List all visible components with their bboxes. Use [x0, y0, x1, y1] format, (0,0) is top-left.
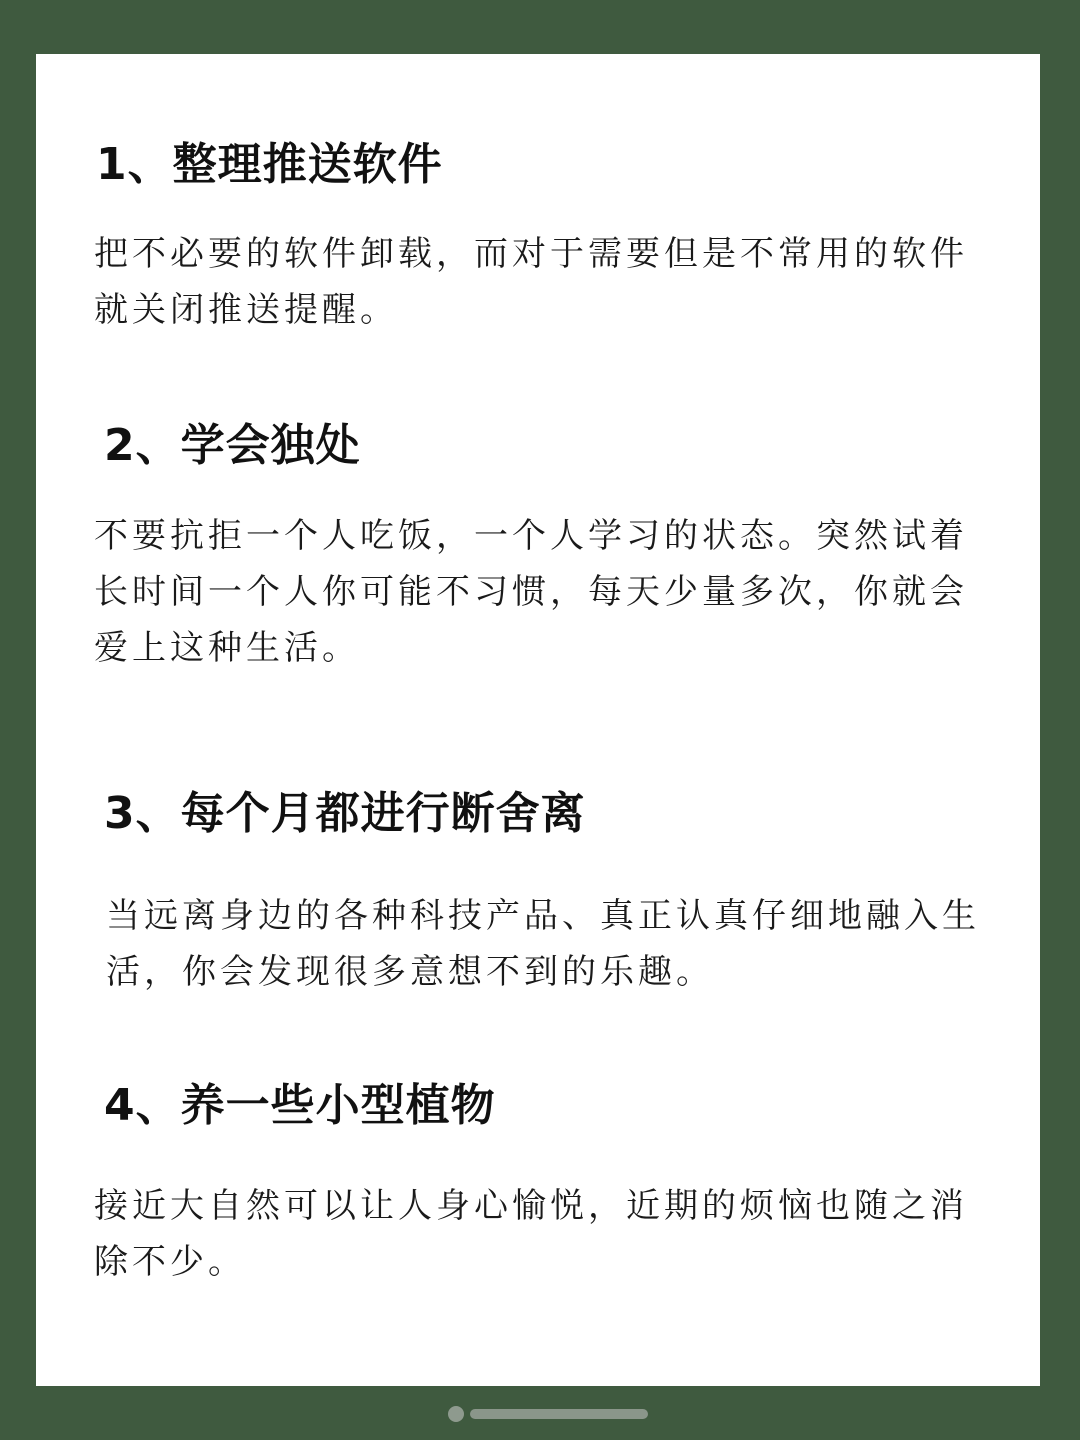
content-card [36, 54, 1040, 1386]
section-body: 当远离身边的各种科技产品、真正认真仔细地融入生活，你会发现很多意想不到的乐趣。 [106, 896, 980, 992]
section-title: 4、养一些小型植物 [104, 1080, 496, 1131]
section-body: 不要抗拒一个人吃饭，一个人学习的状态。突然试着长时间一个人你可能不习惯，每天少量多次，你就会爱上这种生活。 [94, 516, 968, 668]
section-title: 3、每个月都进行断舍离 [104, 788, 586, 839]
section-body: 把不必要的软件卸载，而对于需要但是不常用的软件就关闭推送提醒。 [94, 234, 968, 330]
section-body: 接近大自然可以让人身心愉悦，近期的烦恼也随之消除不少。 [94, 1186, 968, 1282]
watermark [448, 1404, 648, 1424]
watermark-text-blur [470, 1409, 648, 1419]
watermark-logo-icon [448, 1406, 464, 1422]
section-title: 1、整理推送软件 [96, 139, 443, 190]
section-title: 2、学会独处 [104, 420, 361, 471]
